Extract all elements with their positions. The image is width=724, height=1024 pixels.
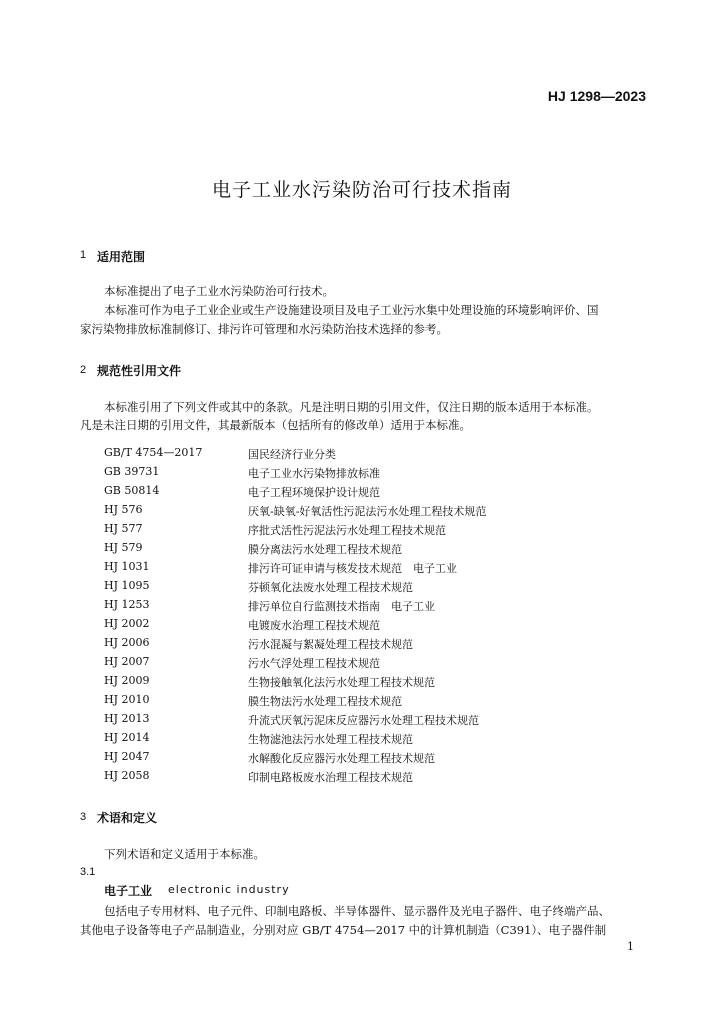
reference-name: 电子工业水污染物排放标准 — [248, 467, 380, 480]
section-3-number: 3 — [80, 811, 87, 823]
term-english: electronic industry — [168, 883, 290, 896]
reference-code: HJ 576 — [104, 503, 143, 516]
reference-code: HJ 1095 — [104, 579, 150, 592]
reference-name: 电子工程环境保护设计规范 — [248, 486, 380, 499]
page-number: 1 — [627, 940, 634, 953]
document-title: 电子工业水污染防治可行技术指南 — [211, 179, 512, 201]
section-2-paragraph-line-2: 凡是未注日期的引用文件，其最新版本（包括所有的修改单）适用于本标准。 — [80, 418, 471, 432]
term-definition-line-2: 其他电子设备等电子产品制造业，分别对应 GB/T 4754—2017 中的计算机制造（C391）、电子器件制 — [80, 923, 607, 937]
reference-name: 排污单位自行监测技术指南 电子工业 — [248, 600, 435, 613]
reference-name: 国民经济行业分类 — [248, 448, 336, 461]
reference-code: GB 50814 — [104, 484, 160, 497]
reference-code: HJ 2047 — [104, 750, 150, 763]
reference-code: HJ 2010 — [104, 693, 150, 706]
reference-name: 厌氧-缺氧-好氧活性污泥法污水处理工程技术规范 — [248, 505, 487, 518]
term-chinese: 电子工业 — [104, 884, 153, 898]
reference-name: 生物滤池法污水处理工程技术规范 — [248, 733, 413, 746]
reference-name: 污水混凝与絮凝处理工程技术规范 — [248, 638, 413, 651]
reference-code: GB/T 4754—2017 — [104, 446, 203, 459]
reference-name: 排污许可证申请与核发技术规范 电子工业 — [248, 562, 457, 575]
reference-code: HJ 2013 — [104, 712, 150, 725]
reference-name: 电镀废水治理工程技术规范 — [248, 619, 380, 632]
section-2-title: 规范性引用文件 — [97, 364, 182, 378]
reference-code: HJ 2009 — [104, 674, 150, 687]
section-1-paragraph-1: 本标准提出了电子工业水污染防治可行技术。 — [104, 284, 334, 298]
reference-code: HJ 2006 — [104, 636, 150, 649]
reference-code: HJ 2002 — [104, 617, 150, 630]
section-3-title: 术语和定义 — [97, 811, 158, 825]
section-1-number: 1 — [80, 249, 87, 261]
reference-name: 序批式活性污泥法污水处理工程技术规范 — [248, 524, 446, 537]
reference-code: HJ 2007 — [104, 655, 150, 668]
reference-code: HJ 1031 — [104, 560, 150, 573]
reference-code: HJ 2014 — [104, 731, 150, 744]
section-1-paragraph-2-line-1: 本标准可作为电子工业企业或生产设施建设项目及电子工业污水集中处理设施的环境影响评价、国 — [104, 303, 599, 317]
standard-number: HJ 1298—2023 — [547, 88, 646, 104]
reference-name: 生物接触氧化法污水处理工程技术规范 — [248, 676, 435, 689]
reference-code: HJ 1253 — [104, 598, 150, 611]
section-1-title: 适用范围 — [97, 250, 146, 264]
section-3-paragraph: 下列术语和定义适用于本标准。 — [104, 847, 265, 861]
reference-name: 水解酸化反应器污水处理工程技术规范 — [248, 752, 435, 765]
section-2-paragraph-line-1: 本标准引用了下列文件或其中的条款。凡是注明日期的引用文件，仅注日期的版本适用于本标准。 — [104, 400, 599, 414]
reference-code: GB 39731 — [104, 465, 160, 478]
reference-name: 膜生物法污水处理工程技术规范 — [248, 695, 402, 708]
section-2-number: 2 — [80, 364, 87, 376]
reference-code: HJ 579 — [104, 541, 143, 554]
reference-name: 升流式厌氧污泥床反应器污水处理工程技术规范 — [248, 714, 479, 727]
reference-name: 污水气浮处理工程技术规范 — [248, 657, 380, 670]
reference-name: 膜分离法污水处理工程技术规范 — [248, 543, 402, 556]
reference-name: 芬顿氧化法废水处理工程技术规范 — [248, 581, 413, 594]
reference-code: HJ 577 — [104, 522, 143, 535]
section-1-paragraph-2-line-2: 家污染物排放标准制修订、排污许可管理和水污染防治技术选择的参考。 — [80, 322, 448, 336]
reference-name: 印制电路板废水治理工程技术规范 — [248, 771, 413, 784]
reference-code: HJ 2058 — [104, 769, 150, 782]
term-definition-line-1: 包括电子专用材料、电子元件、印制电路板、半导体器件、显示器件及光电子器件、电子终端产品、 — [104, 904, 610, 918]
term-number: 3.1 — [80, 866, 96, 878]
